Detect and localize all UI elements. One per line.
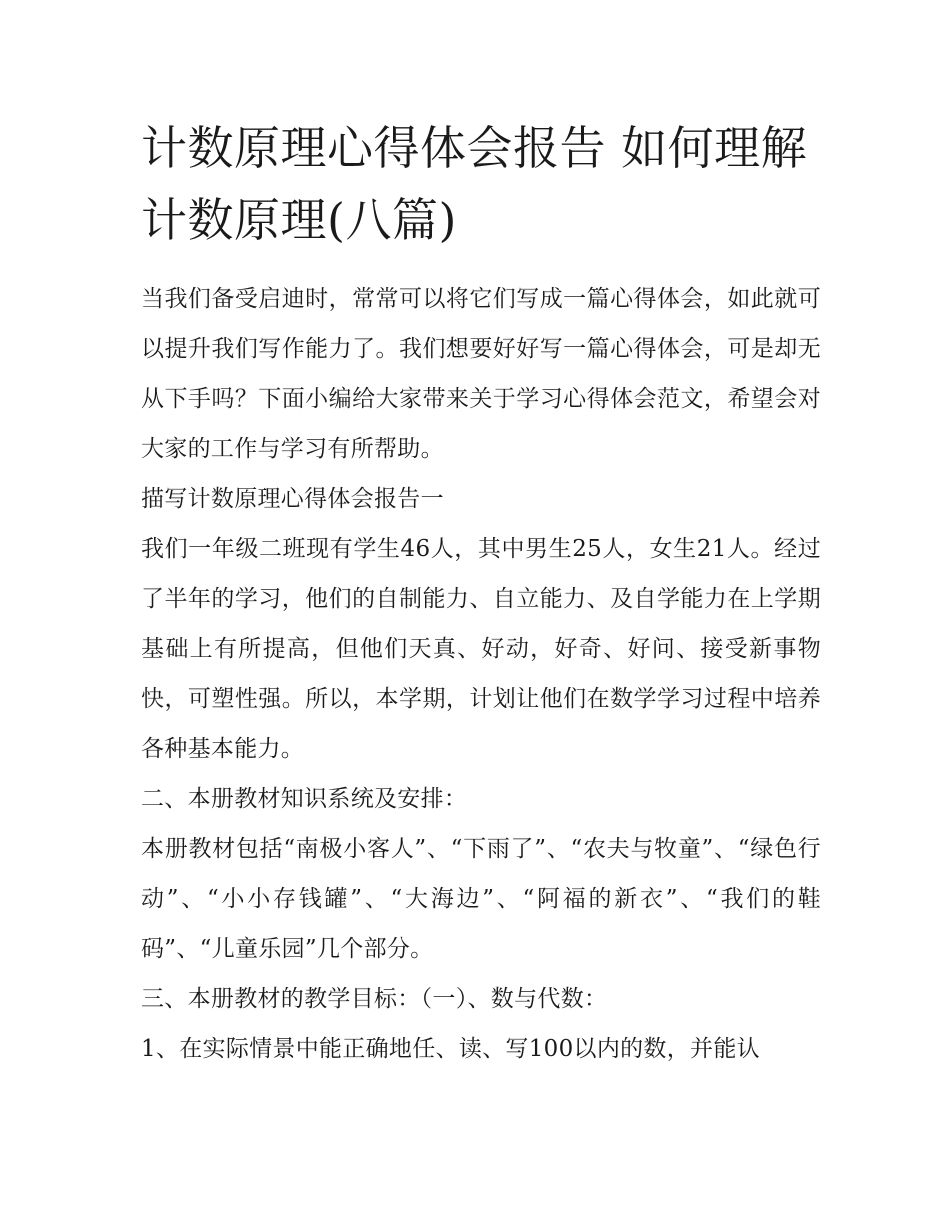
document-title: 计数原理心得体会报告 如何理解计数原理(八篇) [141,121,808,247]
section-heading: 二、本册教材知识系统及安排： [141,786,468,812]
class-description-paragraph: 我们一年级二班现有学生46人，其中男生25人，女生21人。经过了半年的学习，他们的自制能力、自立能力、及自学能力在上学期基础上有所提高，但他们天真、好动，好奇、好问、接受新事物快，可塑性强。所以，本学期，计划让他们在数学学习过程中培养各种基本能力。 [141,536,821,762]
section-heading: 三、本册教材的教学目标：（一）、数与代数： [141,986,608,1012]
intro-paragraph: 当我们备受启迪时，常常可以将它们写成一篇心得体会，如此就可以提升我们写作能力了。我们想要好好写一篇心得体会，可是却无从下手吗？下面小编给大家带来关于学习心得体会范文，希望会对大家的工作与学习有所帮助。 [141,286,821,462]
textbook-contents-paragraph: 本册教材包括“南极小客人”、“下雨了”、“农夫与牧童”、“绿色行动”、“小小存钱罐”、“大海边”、“阿福的新衣”、“我们的鞋码”、“儿童乐园”几个部分。 [141,836,821,962]
document-body [141,112,821,1074]
objective-item: 1、在实际情景中能正确地任、读、写100以内的数，并能认 [141,1036,760,1062]
section-heading: 描写计数原理心得体会报告一 [141,486,444,512]
